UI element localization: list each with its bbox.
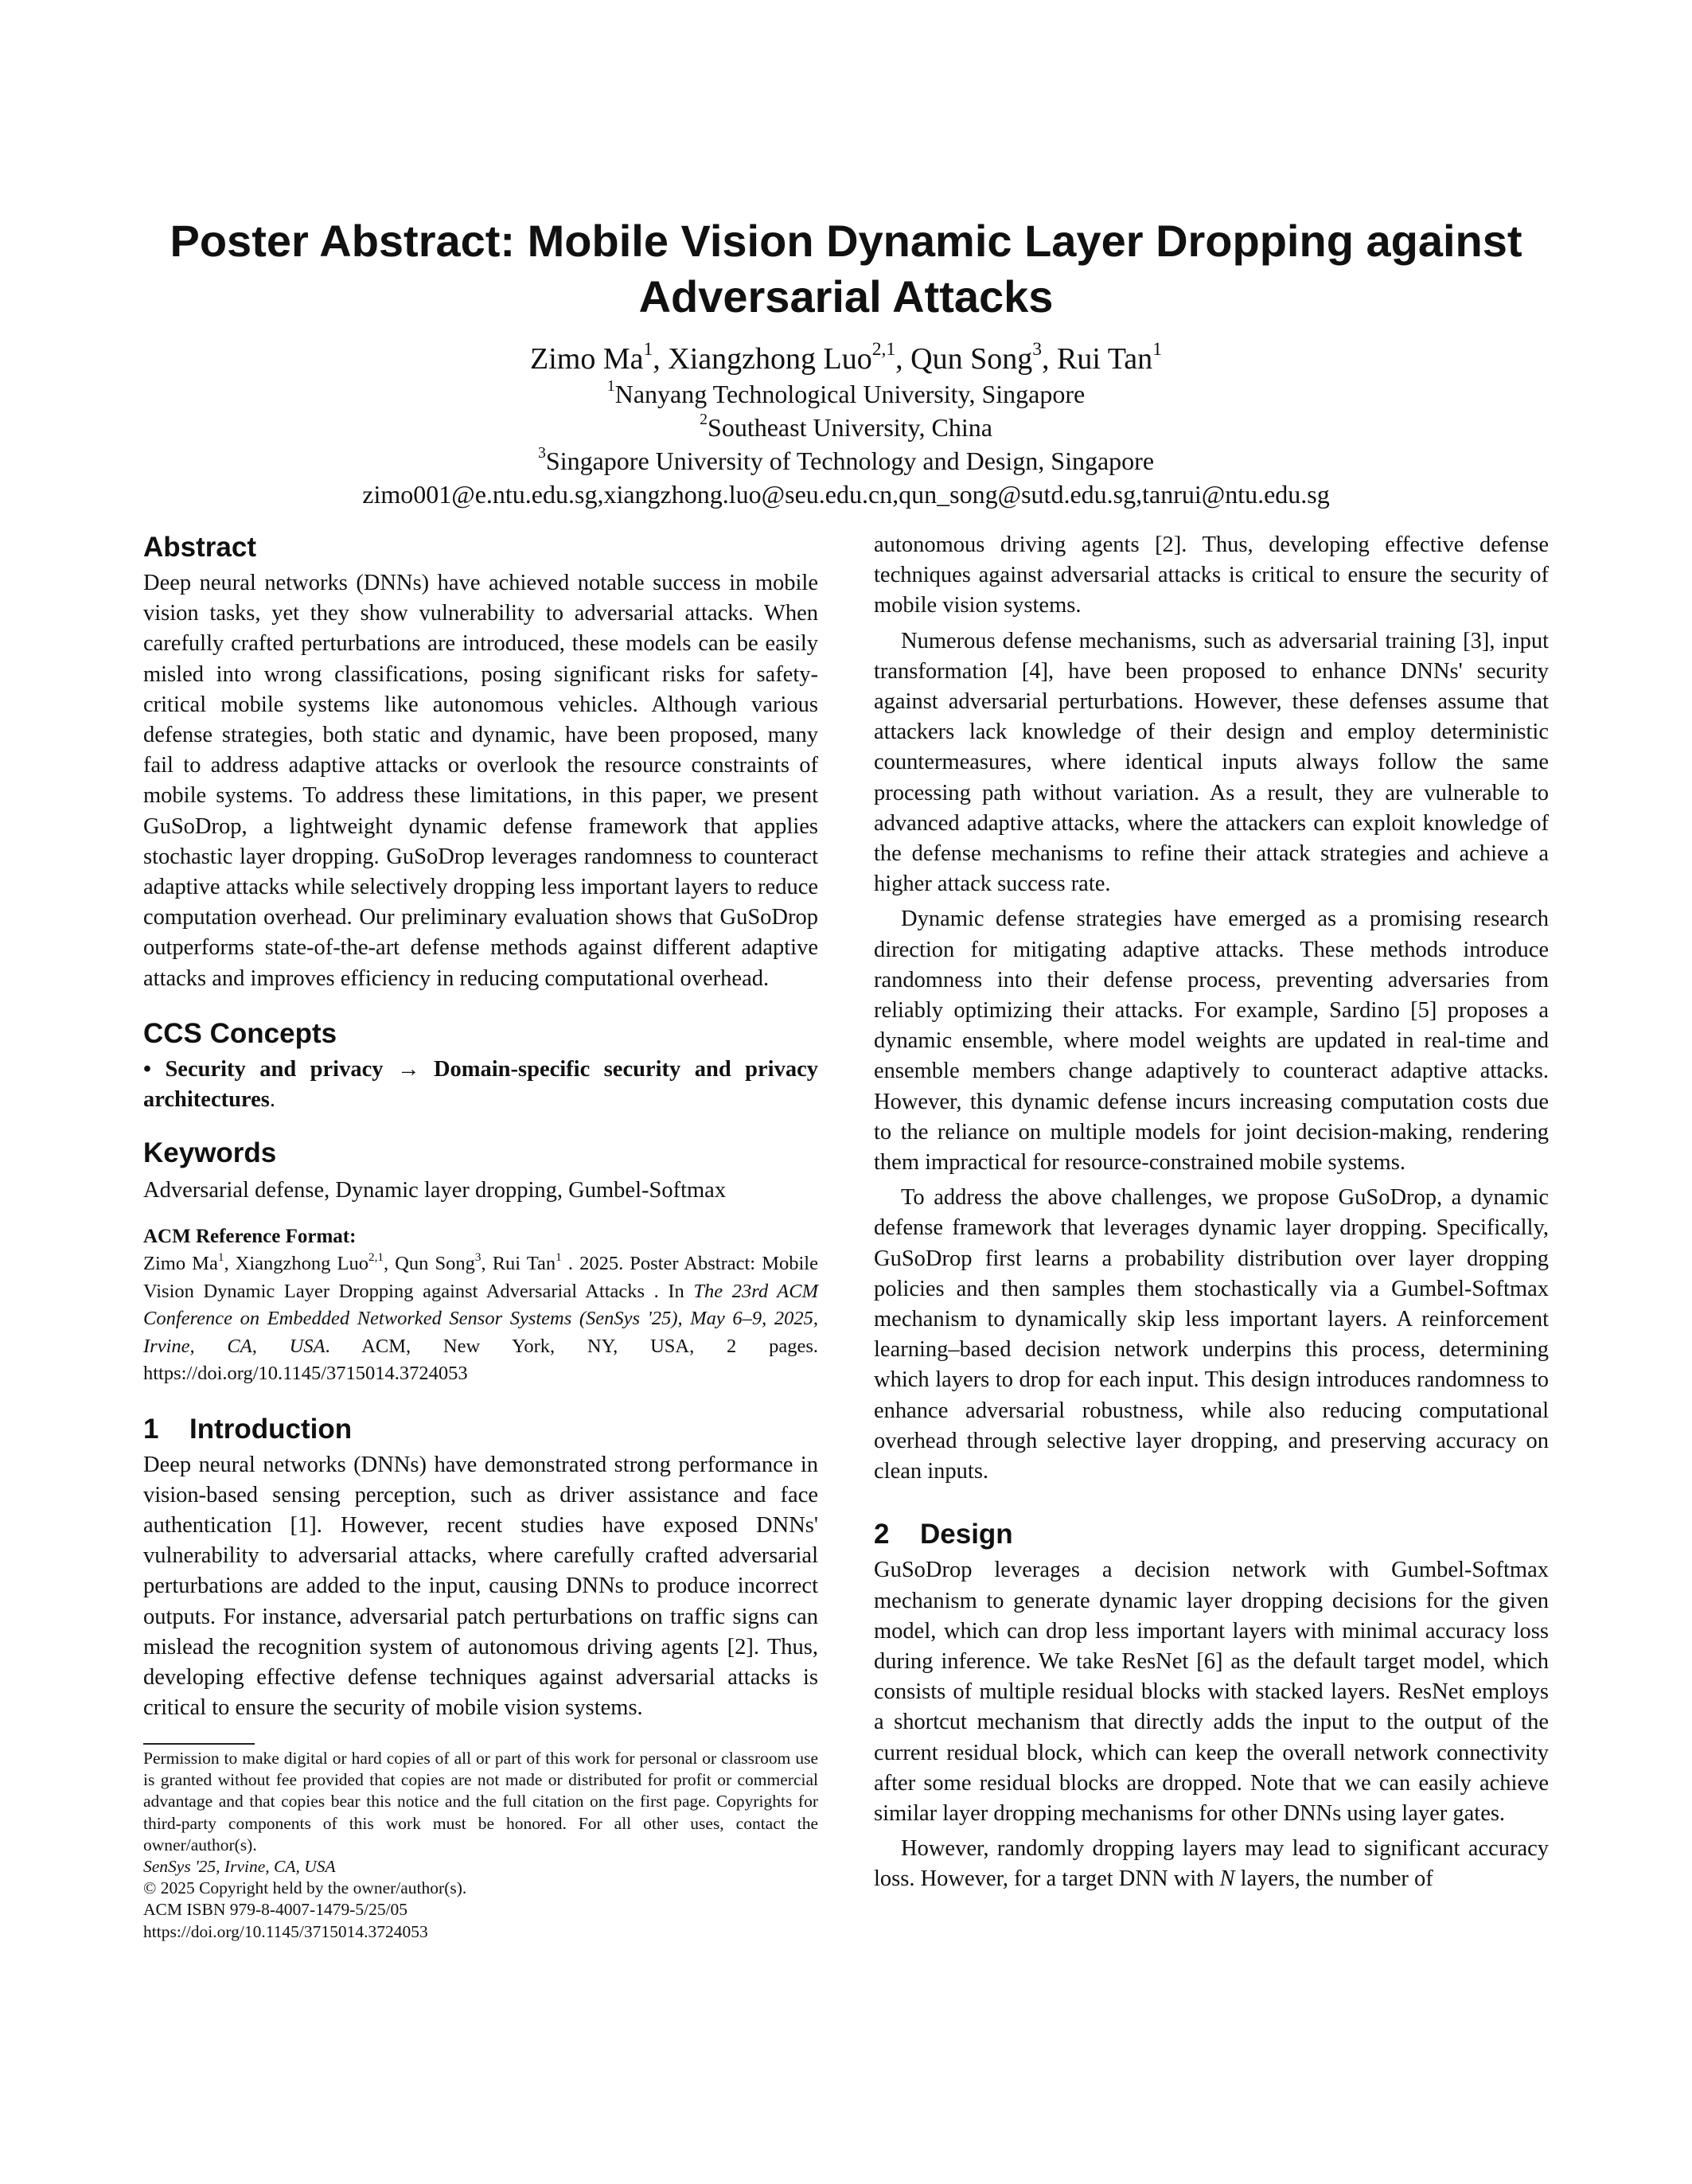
paper-title [111, 213, 1581, 325]
design-text: However, randomly dropping layers may lead to significant accuracy loss. However, for a target DNN with [874, 1836, 1549, 1892]
ref-sup: 1 [217, 1250, 224, 1264]
ref-author: , Qun Song [383, 1253, 475, 1275]
author-name: Qun Song [910, 342, 1033, 376]
introduction-paragraph: Dynamic defense strategies have emerged as a promising research direction for mitigating adaptive attacks. These methods introduce randomness into their defense process, preventing adversaries from reliably optimizing their attacks. For example, Sardino [5] proposes a dynamic ensemble, where model weights are updated in real-time and ensemble members change adaptively to counteract adaptive attacks. However, this dynamic defense incurs increasing computation costs due to the reliance on multiple models for joint decision-making, rendering them impractical for resource-constrained mobile systems. [874, 907, 1549, 1176]
title-line-1: Poster Abstract: Mobile Vision Dynamic Layer Dropping against [170, 216, 1522, 266]
section-title: Introduction [189, 1413, 353, 1445]
left-column [143, 530, 818, 1721]
ref-author: Zimo Ma [143, 1253, 218, 1275]
author-list [111, 338, 1581, 377]
design-text: layers, the number of [1234, 1866, 1433, 1892]
ref-title: . 2025. Poster Abstract: Mobile Vision Dynamic Layer Dropping against Adversarial Attacks . In [143, 1253, 818, 1302]
footnote-venue: SenSys '25, Irvine, CA, USA [143, 1857, 336, 1877]
ccs-heading: CCS Concepts [143, 1017, 337, 1049]
affiliation-mark: 2 [700, 411, 708, 429]
ccs-text: • Security and privacy → Domain-specific security and privacy architectures [143, 1056, 818, 1112]
author-affiliation-mark: 1 [1152, 338, 1162, 360]
affiliation-mark: 1 [606, 377, 615, 396]
author-emails[interactable]: zimo001@e.ntu.edu.sg,xiangzhong.luo@seu.edu.cn,qun_song@sutd.edu.sg,tanrui@ntu.edu.sg [362, 480, 1330, 509]
author-name: Zimo Ma [530, 342, 644, 376]
affiliation-2 [111, 411, 1581, 444]
ref-sup: 3 [474, 1250, 481, 1264]
ref-publisher-doi[interactable]: . ACM, New York, NY, USA, 2 pages. https://doi.org/10.1145/3715014.3724053 [143, 1335, 818, 1385]
author-affiliation-mark: 2,1 [871, 338, 896, 360]
author-separator: , [895, 342, 911, 376]
introduction-paragraph: Deep neural networks (DNNs) have demonstrated strong performance in vision-based sensing perception, such as driver assistance and face authentication [1]. However, recent studies have exposed DNNs' vulnerability to adversarial attacks, where carefully crafted adversarial perturbations are added to the input, causing DNNs to produce incorrect outputs. For instance, adversarial patch perturbations on traffic signs can mislead the recognition system of autonomous driving agents [2]. Thus, developing effective defense techniques against adversarial attacks is critical to ensure the security of mobile vision systems. [143, 1452, 818, 1721]
footnote-copyright: © 2025 Copyright held by the owner/author(s). [143, 1878, 467, 1898]
design-paragraph [874, 1834, 1549, 1894]
reference-format-heading: ACM Reference Format: [143, 1226, 357, 1248]
author-name: Rui Tan [1057, 342, 1153, 376]
author-affiliation-mark: 3 [1032, 338, 1043, 360]
math-variable: N [1219, 1866, 1235, 1892]
ccs-concepts [143, 1055, 818, 1115]
author-affiliation-mark: 1 [643, 338, 653, 360]
author-name: Xiangzhong Luo [668, 342, 872, 376]
ref-author: , Rui Tan [481, 1253, 556, 1275]
ccs-trail: . [269, 1086, 275, 1112]
permission-notice: Permission to make digital or hard copies of all or part of this work for personal or classroom use is granted without fee provided that copies are not made or distributed for profit or commercial advantage and that copies bear this notice and the full citation on the first page. Copyrights for third-party components of this work must be honored. For all other uses, contact the owner/author(s). [143, 1749, 818, 1854]
right-column [874, 530, 1549, 1895]
author-separator: , [1042, 342, 1058, 376]
affiliation-text: Singapore University of Technology and Design, Singapore [545, 447, 1155, 475]
author-separator: , [653, 342, 669, 376]
affiliation-text: Southeast University, China [708, 413, 992, 442]
abstract-heading: Abstract [143, 532, 256, 563]
reference-format-text [143, 1250, 818, 1388]
section-number: 1 [143, 1413, 159, 1445]
keywords-heading: Keywords [143, 1137, 277, 1168]
affiliation-mark: 3 [537, 444, 546, 462]
footnote-rule [143, 1743, 255, 1745]
copyright-footnote [143, 1748, 818, 1943]
ref-sup: 1 [556, 1250, 562, 1264]
footnote-doi-link[interactable]: https://doi.org/10.1145/3715014.3724053 [143, 1921, 428, 1941]
design-heading [874, 1517, 1549, 1552]
title-line-2: Adversarial Attacks [638, 271, 1054, 322]
footnote-isbn: ACM ISBN 979-8-4007-1479-5/25/05 [143, 1900, 408, 1920]
design-paragraph: GuSoDrop leverages a decision network with Gumbel-Softmax mechanism to generate dynamic layer dropping decisions for the given model, which can drop less important layers with minimal accuracy loss during inference. We take ResNet [6] as the default target model, which consists of multiple residual blocks with stacked layers. ResNet employs a shortcut mechanism that directly adds the input to the output of the current residual block, which can keep the overall network connectivity after some residual blocks are dropped. Note that we can easily achieve similar layer dropping mechanisms for other DNNs using layer gates. [874, 1558, 1549, 1826]
ref-venue: The 23rd ACM Conference on Embedded Networked Sensor Systems (SenSys '25), May 6–9, 2025, Irvine, CA, USA [143, 1280, 818, 1357]
affiliation-1 [111, 377, 1581, 411]
keywords-text: Adversarial defense, Dynamic layer dropping, Gumbel-Softmax [143, 1177, 727, 1203]
ref-author: , Xiangzhong Luo [224, 1253, 368, 1275]
ref-sup: 2,1 [368, 1250, 384, 1264]
introduction-paragraph: Numerous defense mechanisms, such as adversarial training [3], input transformation [4], have been proposed to enhance DNNs' security against adversarial perturbations. However, these defenses assume that attackers lack knowledge of their design and employ deterministic countermeasures, where identical inputs always follow the same processing path without variation. As a result, they are vulnerable to advanced adaptive attacks, where the attackers can exploit knowledge of the defense mechanisms to refine their attack strategies and achieve a higher attack success rate. [874, 628, 1549, 897]
section-number: 2 [874, 1519, 890, 1550]
introduction-paragraph-continued: autonomous driving agents [2]. Thus, developing effective defense techniques against adversarial attacks is critical to ensure the security of mobile vision systems. [874, 532, 1549, 618]
abstract-text: Deep neural networks (DNNs) have achieved notable success in mobile vision tasks, yet they show vulnerability to adversarial attacks. When carefully crafted perturbations are introduced, these models can be easily misled into wrong classifications, posing significant risks for safety-critical mobile systems like autonomous vehicles. Although various defense strategies, both static and dynamic, have been proposed, many fail to address adaptive attacks or overlook the resource constraints of mobile systems. To address these limitations, in this paper, we present GuSoDrop, a lightweight dynamic defense framework that applies stochastic layer dropping. GuSoDrop leverages randomness to counteract adaptive attacks while selectively dropping less important layers to reduce computation overhead. Our preliminary evaluation shows that GuSoDrop outperforms state-of-the-art defense methods against different adaptive attacks and improves efficiency in reducing computational overhead. [143, 571, 818, 991]
introduction-paragraph: To address the above challenges, we propose GuSoDrop, a dynamic defense framework that leverages dynamic layer dropping. Specifically, GuSoDrop first learns a probability distribution over layer dropping policies and then samples them stochastically via a Gumbel-Softmax mechanism to dynamically skip less important layers. A reinforcement learning–based decision network underpins this process, determining which layers to drop for each input. This design introduces randomness to enhance adversarial robustness, while also reducing computational overhead through selective layer dropping, and preserving accuracy on clean inputs. [874, 1185, 1549, 1484]
affiliation-3 [111, 444, 1581, 478]
introduction-heading [143, 1412, 818, 1447]
section-title: Design [920, 1519, 1013, 1550]
affiliation-text: Nanyang Technological University, Singapore [614, 380, 1086, 408]
